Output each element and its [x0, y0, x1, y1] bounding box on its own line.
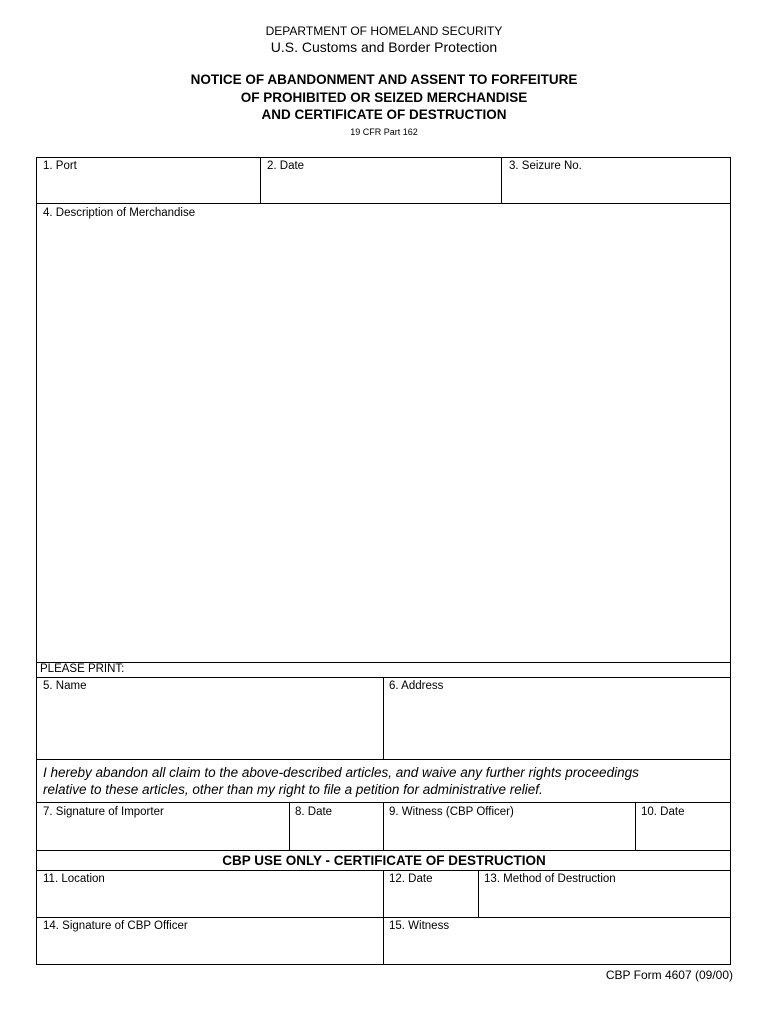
port-field[interactable]: 1. Port: [43, 160, 77, 172]
cbp-row1-divider-2: [478, 870, 479, 917]
form-number: CBP Form 4607 (09/00): [605, 968, 733, 982]
name-field[interactable]: 5. Name: [43, 680, 87, 692]
agency-name: U.S. Customs and Border Protection: [270, 39, 498, 55]
signature-row-divider-2: [383, 802, 384, 850]
row1-divider-2: [501, 157, 502, 204]
cbp-officer-signature-field[interactable]: 14. Signature of CBP Officer: [43, 920, 188, 932]
date-12-field[interactable]: 12. Date: [389, 873, 433, 885]
description-field[interactable]: 4. Description of Merchandise: [43, 207, 196, 219]
name-address-bottom-line: [36, 759, 731, 760]
abandonment-statement-line-1: I hereby abandon all claim to the above-described articles, and waive any further rights proceedings: [43, 765, 639, 780]
location-field[interactable]: 11. Location: [43, 873, 105, 885]
witness-field[interactable]: 15. Witness: [389, 920, 450, 932]
cbp-row1-bottom-line: [36, 917, 731, 918]
form-title-line-3: AND CERTIFICATE OF DESTRUCTION: [261, 107, 507, 122]
form-title-line-1: NOTICE OF ABANDONMENT AND ASSENT TO FORFEITURE: [190, 72, 578, 87]
signature-row-divider-1: [289, 802, 290, 850]
name-address-divider: [383, 677, 384, 759]
abandonment-statement-line-2: relative to these articles, other than my right to file a petition for administrative relief.: [43, 782, 543, 797]
date-field[interactable]: 2. Date: [267, 160, 305, 172]
date-8-field[interactable]: 8. Date: [295, 806, 333, 818]
signature-row-bottom-line: [36, 850, 731, 851]
date-10-field[interactable]: 10. Date: [641, 806, 685, 818]
description-bottom-line: [36, 662, 731, 663]
regulation-reference: 19 CFR Part 162: [350, 127, 418, 137]
method-of-destruction-field[interactable]: 13. Method of Destruction: [484, 873, 616, 885]
signature-row-divider-3: [635, 802, 636, 850]
seizure-number-field[interactable]: 3. Seizure No.: [509, 160, 582, 172]
please-print-label: PLEASE PRINT:: [40, 663, 125, 675]
importer-signature-field[interactable]: 7. Signature of Importer: [43, 806, 164, 818]
form-title-line-2: OF PROHIBITED OR SEIZED MERCHANDISE: [240, 90, 528, 105]
department-name: DEPARTMENT OF HOMELAND SECURITY: [265, 24, 503, 38]
cbp-use-only-heading: CBP USE ONLY - CERTIFICATE OF DESTRUCTION: [222, 853, 546, 868]
address-field[interactable]: 6. Address: [389, 680, 444, 692]
witness-officer-field[interactable]: 9. Witness (CBP Officer): [389, 806, 514, 818]
row1-bottom-line: [36, 203, 731, 204]
row1-divider-1: [260, 157, 261, 204]
